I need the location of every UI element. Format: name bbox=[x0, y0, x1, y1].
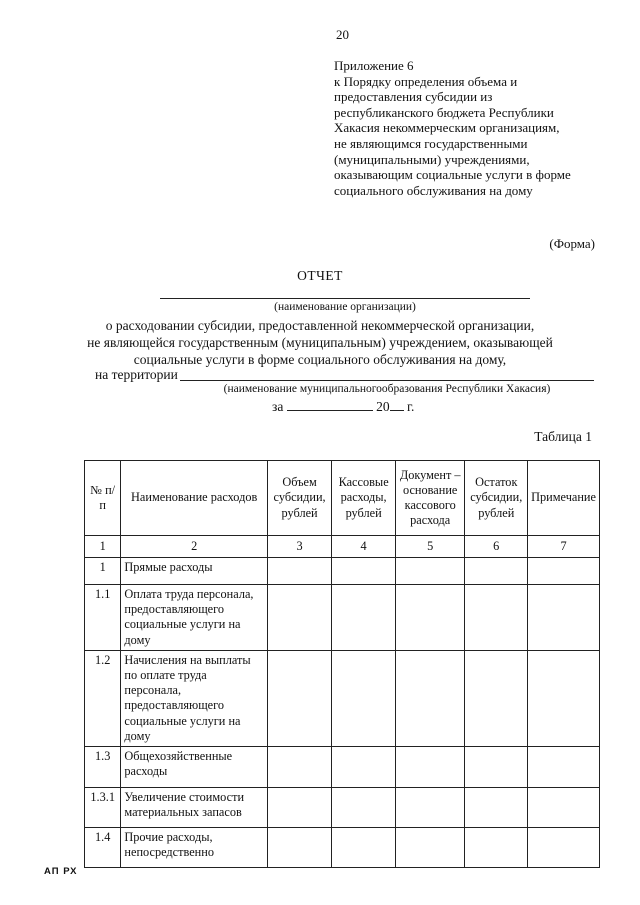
header-cash-expenses: Кассовые расходы, рублей bbox=[332, 461, 396, 536]
municipality-caption: (наименование муниципальногообразования Республики Хакасия) bbox=[223, 383, 551, 395]
cell-subsidy bbox=[267, 558, 331, 585]
period-year-prefix: 20 bbox=[376, 399, 390, 414]
row-number: 1 bbox=[85, 558, 121, 585]
cell-note bbox=[528, 828, 600, 868]
footer-stamp: АП РХ bbox=[44, 866, 78, 877]
org-name-line bbox=[160, 298, 530, 299]
cell-balance bbox=[465, 828, 528, 868]
cell-cash-expenses bbox=[332, 747, 396, 788]
cell-document bbox=[396, 828, 465, 868]
column-number: 5 bbox=[396, 536, 465, 558]
column-number: 7 bbox=[528, 536, 600, 558]
org-name-caption: (наименование организации) bbox=[274, 301, 416, 313]
table-row bbox=[85, 788, 600, 828]
cell-note bbox=[528, 747, 600, 788]
cell-cash-expenses bbox=[332, 788, 396, 828]
table-header-row bbox=[85, 461, 600, 536]
appendix-line: к Порядку определения объема и bbox=[334, 73, 518, 89]
cell-note bbox=[528, 788, 600, 828]
description-line: не являющейся государственным (муниципальным) учреждением, оказывающей bbox=[87, 335, 553, 350]
description-line: социальные услуги в форме социального обслуживания на дому, bbox=[133, 352, 507, 367]
header-num: № п/п bbox=[85, 461, 121, 536]
row-name: Прочие расходы, непосредственно bbox=[121, 828, 268, 868]
cell-subsidy bbox=[267, 828, 331, 868]
expenses-table bbox=[84, 460, 600, 868]
cell-subsidy bbox=[267, 788, 331, 828]
column-number: 3 bbox=[267, 536, 331, 558]
cell-subsidy bbox=[267, 747, 331, 788]
document-title: ОТЧЕТ bbox=[297, 268, 343, 283]
header-subsidy: Объем субсидии, рублей bbox=[267, 461, 331, 536]
cell-note bbox=[528, 558, 600, 585]
appendix-block bbox=[334, 58, 614, 198]
table-row bbox=[85, 585, 600, 651]
appendix-line: Хакасия некоммерческим организациям, bbox=[334, 120, 560, 136]
header-name: Наименование расходов bbox=[121, 461, 268, 536]
appendix-line: оказывающим социальные услуги в форме bbox=[334, 167, 571, 183]
cell-balance bbox=[465, 788, 528, 828]
cell-cash-expenses bbox=[332, 585, 396, 651]
cell-document bbox=[396, 650, 465, 746]
header-note: Примечание bbox=[528, 461, 600, 536]
cell-note bbox=[528, 585, 600, 651]
column-number: 6 bbox=[465, 536, 528, 558]
cell-cash-expenses bbox=[332, 650, 396, 746]
cell-document bbox=[396, 585, 465, 651]
cell-cash-expenses bbox=[332, 558, 396, 585]
period-line bbox=[272, 398, 414, 415]
row-number: 1.3.1 bbox=[85, 788, 121, 828]
year-blank bbox=[390, 398, 404, 411]
row-name: Увеличение стоимости материальных запасов bbox=[121, 788, 268, 828]
territory-label: на территории bbox=[95, 367, 178, 382]
page-number: 20 bbox=[336, 27, 349, 42]
table-row bbox=[85, 828, 600, 868]
column-numbers-row bbox=[85, 536, 600, 558]
description-line: о расходовании субсидии, предоставленной некоммерческой организации, bbox=[105, 318, 535, 333]
cell-note bbox=[528, 650, 600, 746]
cell-document bbox=[396, 558, 465, 585]
cell-subsidy bbox=[267, 585, 331, 651]
cell-document bbox=[396, 747, 465, 788]
appendix-line: социального обслуживания на дому bbox=[334, 182, 533, 198]
cell-cash-expenses bbox=[332, 828, 396, 868]
report-description bbox=[0, 317, 640, 368]
table-label: Таблица 1 bbox=[534, 429, 592, 444]
row-name: Общехозяйственные расходы bbox=[121, 747, 268, 788]
table-row bbox=[85, 650, 600, 746]
cell-balance bbox=[465, 747, 528, 788]
row-number: 1.1 bbox=[85, 585, 121, 651]
territory-line bbox=[180, 380, 594, 381]
row-number: 1.3 bbox=[85, 747, 121, 788]
column-number: 2 bbox=[121, 536, 268, 558]
row-name: Начисления на выплаты по оплате труда персонала, предоставляющего социальные услуги на дому bbox=[121, 650, 268, 746]
period-prefix: за bbox=[272, 399, 284, 414]
table-row bbox=[85, 558, 600, 585]
appendix-line: (муниципальными) учреждениями, bbox=[334, 151, 530, 167]
cell-balance bbox=[465, 585, 528, 651]
period-suffix: г. bbox=[406, 399, 415, 414]
row-name: Прямые расходы bbox=[121, 558, 268, 585]
row-number: 1.4 bbox=[85, 828, 121, 868]
row-number: 1.2 bbox=[85, 650, 121, 746]
table-row bbox=[85, 747, 600, 788]
column-number: 1 bbox=[85, 536, 121, 558]
period-blank bbox=[287, 398, 373, 411]
row-name: Оплата труда персонала, предоставляющего социальные услуги на дому bbox=[121, 585, 268, 651]
cell-balance bbox=[465, 558, 528, 585]
appendix-line: предоставления субсидии из bbox=[334, 89, 493, 105]
cell-balance bbox=[465, 650, 528, 746]
header-balance: Остаток субсидии, рублей bbox=[465, 461, 528, 536]
column-number: 4 bbox=[332, 536, 396, 558]
cell-subsidy bbox=[267, 650, 331, 746]
appendix-line: республиканского бюджета Республики bbox=[334, 104, 554, 120]
cell-document bbox=[396, 788, 465, 828]
header-document: Документ – основание кассового расхода bbox=[396, 461, 465, 536]
appendix-line: Приложение 6 bbox=[334, 58, 414, 73]
form-label: (Форма) bbox=[549, 236, 595, 251]
appendix-line: не являющимся государственными bbox=[334, 135, 528, 151]
